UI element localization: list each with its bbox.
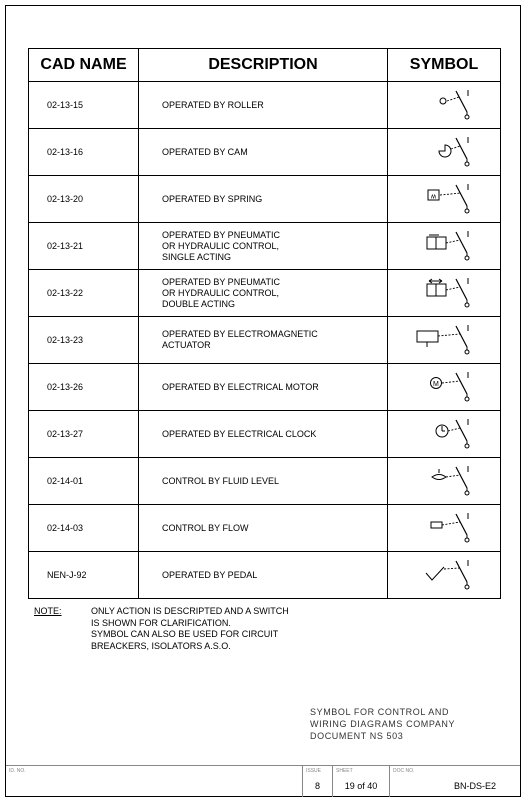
- symbol-cell: [388, 317, 501, 364]
- symbol-cell: [388, 129, 501, 176]
- electromagnetic-symbol-icon: [412, 320, 476, 360]
- pneumatic-single-symbol-icon: [412, 226, 476, 266]
- note-line: SYMBOL CAN ALSO BE USED FOR CIRCUIT: [91, 629, 279, 639]
- doc-no-label: DOC NO.: [393, 768, 415, 774]
- description-line: CONTROL BY FLUID LEVEL: [162, 475, 280, 486]
- description-line: CONTROL BY FLOW: [162, 522, 249, 533]
- description-cell: [139, 82, 388, 129]
- table-row: [29, 458, 501, 505]
- cad-name-cell: 02-13-21: [29, 223, 139, 270]
- description-line: DOUBLE ACTING: [162, 298, 236, 309]
- description-line: OPERATED BY PNEUMATIC: [162, 229, 281, 240]
- issue-value: 8: [314, 781, 320, 791]
- svg-text:M: M: [433, 381, 439, 388]
- pneumatic-double-symbol-icon: [412, 273, 476, 313]
- description-cell: [139, 505, 388, 552]
- cad-name-cell: 02-13-20: [29, 176, 139, 223]
- table-row: [29, 270, 501, 317]
- sheet-cell: [332, 766, 389, 797]
- caption-line: SYMBOL FOR CONTROL AND: [310, 707, 450, 717]
- symbol-cell: [388, 364, 501, 411]
- spring-symbol-icon: [412, 179, 476, 219]
- cad-name-cell: 02-13-27: [29, 411, 139, 458]
- document-caption: [310, 706, 510, 742]
- table-header-row: [29, 49, 501, 82]
- table-row: [29, 364, 501, 411]
- cam-symbol-icon: [412, 132, 476, 172]
- cad-name-cell: 02-13-15: [29, 82, 139, 129]
- description-line: OPERATED BY PEDAL: [162, 569, 258, 580]
- description-cell: [139, 223, 388, 270]
- description-line: OPERATED BY ELECTROMAGNETIC: [162, 329, 318, 339]
- symbol-cell: [388, 552, 501, 599]
- description-cell: [139, 552, 388, 599]
- symbol-cell: [388, 176, 501, 223]
- symbol-cell: [388, 411, 501, 458]
- table-row: [29, 82, 501, 129]
- cad-name-cell: 02-13-22: [29, 270, 139, 317]
- cad-name-cell: 02-14-01: [29, 458, 139, 505]
- pedal-symbol-icon: [412, 555, 476, 595]
- header-symbol: SYMBOL: [388, 49, 501, 82]
- description-line: OPERATED BY ELECTRICAL CLOCK: [162, 428, 317, 439]
- symbol-table: [28, 48, 501, 599]
- note-line: IS SHOWN FOR CLARIFICATION.: [91, 617, 231, 628]
- note-line: ONLY ACTION IS DESCRIPTED AND A SWITCH: [91, 606, 289, 616]
- description-cell: [139, 364, 388, 411]
- sheet-value: 19 of 40: [344, 781, 378, 791]
- cad-name-cell: NEN-J-92: [29, 552, 139, 599]
- cad-name-cell: 02-14-03: [29, 505, 139, 552]
- description-line: OR HYDRAULIC CONTROL,: [162, 240, 280, 251]
- sheet-label: SHEET: [336, 768, 353, 774]
- svg-text:ʍ: ʍ: [431, 193, 437, 201]
- description-line: OR HYDRAULIC CONTROL,: [162, 287, 280, 298]
- clock-symbol-icon: [412, 414, 476, 454]
- fluid-level-symbol-icon: [412, 461, 476, 501]
- note-text: [91, 606, 351, 652]
- table-row: [29, 129, 501, 176]
- symbol-cell: [388, 223, 501, 270]
- cad-name-cell: 02-13-16: [29, 129, 139, 176]
- note-line: BREACKERS, ISOLATORS A.S.O.: [91, 640, 231, 651]
- description-cell: [139, 270, 388, 317]
- description-cell: [139, 411, 388, 458]
- motor-symbol-icon: [412, 367, 476, 407]
- symbol-cell: [388, 270, 501, 317]
- flow-symbol-icon: [412, 508, 476, 548]
- cad-name-cell: 02-13-26: [29, 364, 139, 411]
- roller-symbol-icon: [412, 85, 476, 125]
- description-cell: [139, 458, 388, 505]
- caption-line: WIRING DIAGRAMS COMPANY: [310, 719, 456, 729]
- caption-line: DOCUMENT NS 503: [310, 731, 404, 741]
- table-row: [29, 505, 501, 552]
- description-cell: [139, 129, 388, 176]
- table-row: [29, 411, 501, 458]
- description-line: OPERATED BY CAM: [162, 146, 248, 157]
- symbol-cell: [388, 82, 501, 129]
- symbol-cell: [388, 458, 501, 505]
- header-cad-name: CAD NAME: [29, 49, 139, 82]
- description-line: ACTUATOR: [162, 340, 211, 350]
- description-cell: [139, 317, 388, 364]
- note-label: NOTE:: [34, 606, 62, 616]
- cad-name-cell: 02-13-23: [29, 317, 139, 364]
- description-line: OPERATED BY ELECTRICAL MOTOR: [162, 381, 319, 392]
- id-no-cell: [6, 766, 302, 797]
- id-no-label: ID. NO.: [9, 768, 26, 774]
- issue-label: ISSUE: [306, 768, 322, 774]
- description-line: SINGLE ACTING: [162, 251, 232, 262]
- symbol-cell: [388, 505, 501, 552]
- description-line: OPERATED BY ROLLER: [162, 99, 264, 110]
- table-row: [29, 552, 501, 599]
- table-row: [29, 317, 501, 364]
- description-line: OPERATED BY PNEUMATIC: [162, 276, 281, 287]
- description-line: OPERATED BY SPRING: [162, 193, 263, 204]
- doc-no-value: BN-DS-E2: [453, 781, 496, 791]
- issue-cell: [302, 766, 332, 797]
- description-cell: [139, 176, 388, 223]
- doc-no-cell: [389, 766, 520, 797]
- header-description: DESCRIPTION: [139, 49, 388, 82]
- table-row: [29, 176, 501, 223]
- title-block: [6, 765, 520, 797]
- table-row: [29, 223, 501, 270]
